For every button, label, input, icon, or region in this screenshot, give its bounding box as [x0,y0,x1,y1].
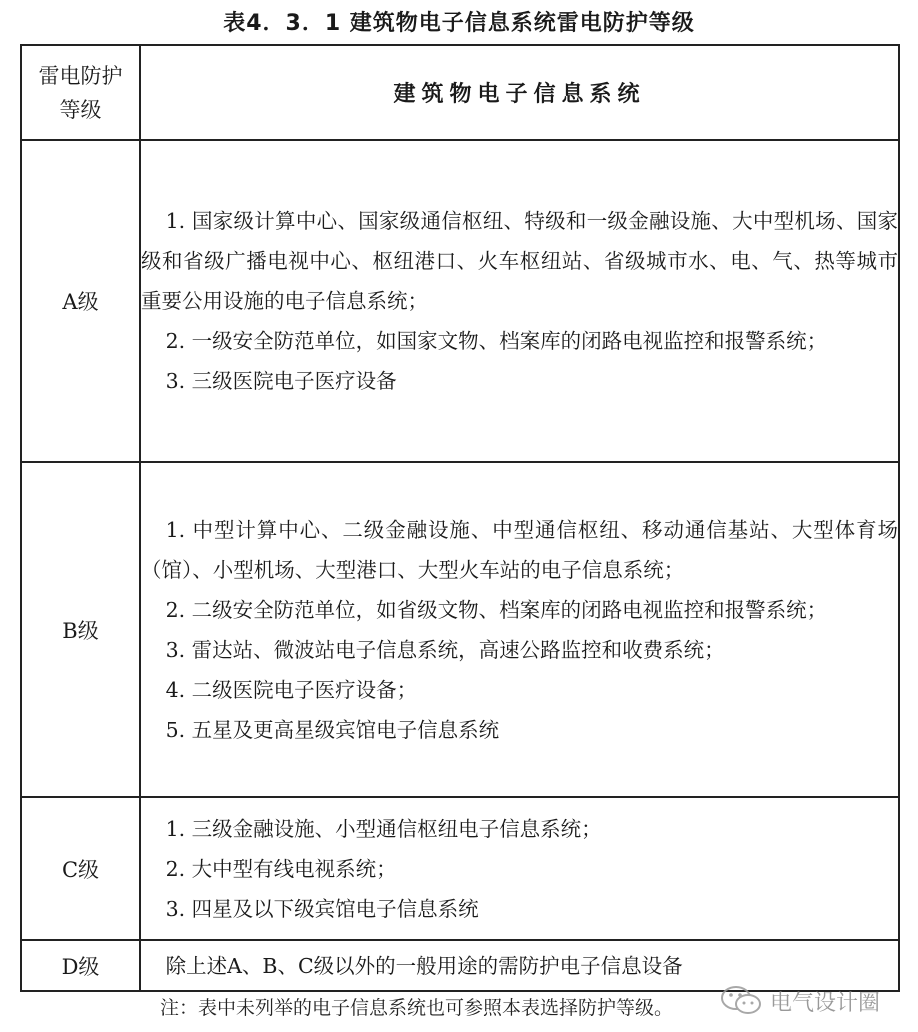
header-grade-line1: 雷电防护 [38,63,123,88]
list-item: 5. 五星及更高星级宾馆电子信息系统 [165,717,500,742]
list-item: 2. 二级安全防范单位，如省级文物、档案库的闭路电视监控和报警系统； [165,597,828,622]
list-item: 除上述A、B、C级以外的一般用途的需防护电子信息设备 [165,953,683,978]
table-caption: 表4．3．1 建筑物电子信息系统雷电防护等级 [223,11,695,36]
list-item: 4. 二级医院电子医疗设备； [165,677,418,702]
grade-cell-a: A级 [21,140,140,462]
list-item: 2. 大中型有线电视系统； [165,856,397,881]
list-item: 3. 三级医院电子医疗设备 [165,369,397,393]
grade-cell-c: C级 [21,797,140,940]
table-header-row [21,45,899,140]
desc-cell-b [140,462,899,797]
list-item: 3. 雷达站、微波站电子信息系统，高速公路监控和收费系统； [165,637,725,662]
list-item: 3. 四星及以下级宾馆电子信息系统 [165,896,479,921]
desc-cell-c [140,797,899,940]
grade-cell-b: B级 [21,462,140,797]
list-item: 1. 国家级计算中心、国家级通信枢纽、特级和一级金融设施、大中型机场、国家级和省级广播电视中心、枢纽港口、火车枢纽站、省级城市水、电、气、热等城市重要公用设施的电子信息系统； [141,209,898,313]
header-grade-cell [21,45,140,140]
grade-cell-d: D级 [21,940,140,991]
table-row [21,462,899,797]
table-row [21,140,899,462]
list-item: 1. 三级金融设施、小型通信枢纽电子信息系统； [165,816,602,841]
list-item: 2. 一级安全防范单位，如国家文物、档案库的闭路电视监控和报警系统； [165,329,828,353]
watermark-text: 电气设计圈 [770,990,881,1016]
table-footnote: 注：表中未列举的电子信息系统也可参照本表选择防护等级。 [160,997,674,1019]
desc-cell-a [140,140,899,462]
protection-grade-table [20,44,900,992]
wechat-icon [720,984,764,1018]
table-row [21,797,899,940]
list-item: 1. 中型计算中心、二级金融设施、中型通信枢纽、移动通信基站、大型体育场（馆）、小型机场、大型港口、大型火车站的电子信息系统； [141,517,898,582]
header-grade-line2: 等级 [59,97,102,122]
watermark [720,984,880,1018]
header-desc-cell: 建筑物电子信息系统 [140,45,899,140]
